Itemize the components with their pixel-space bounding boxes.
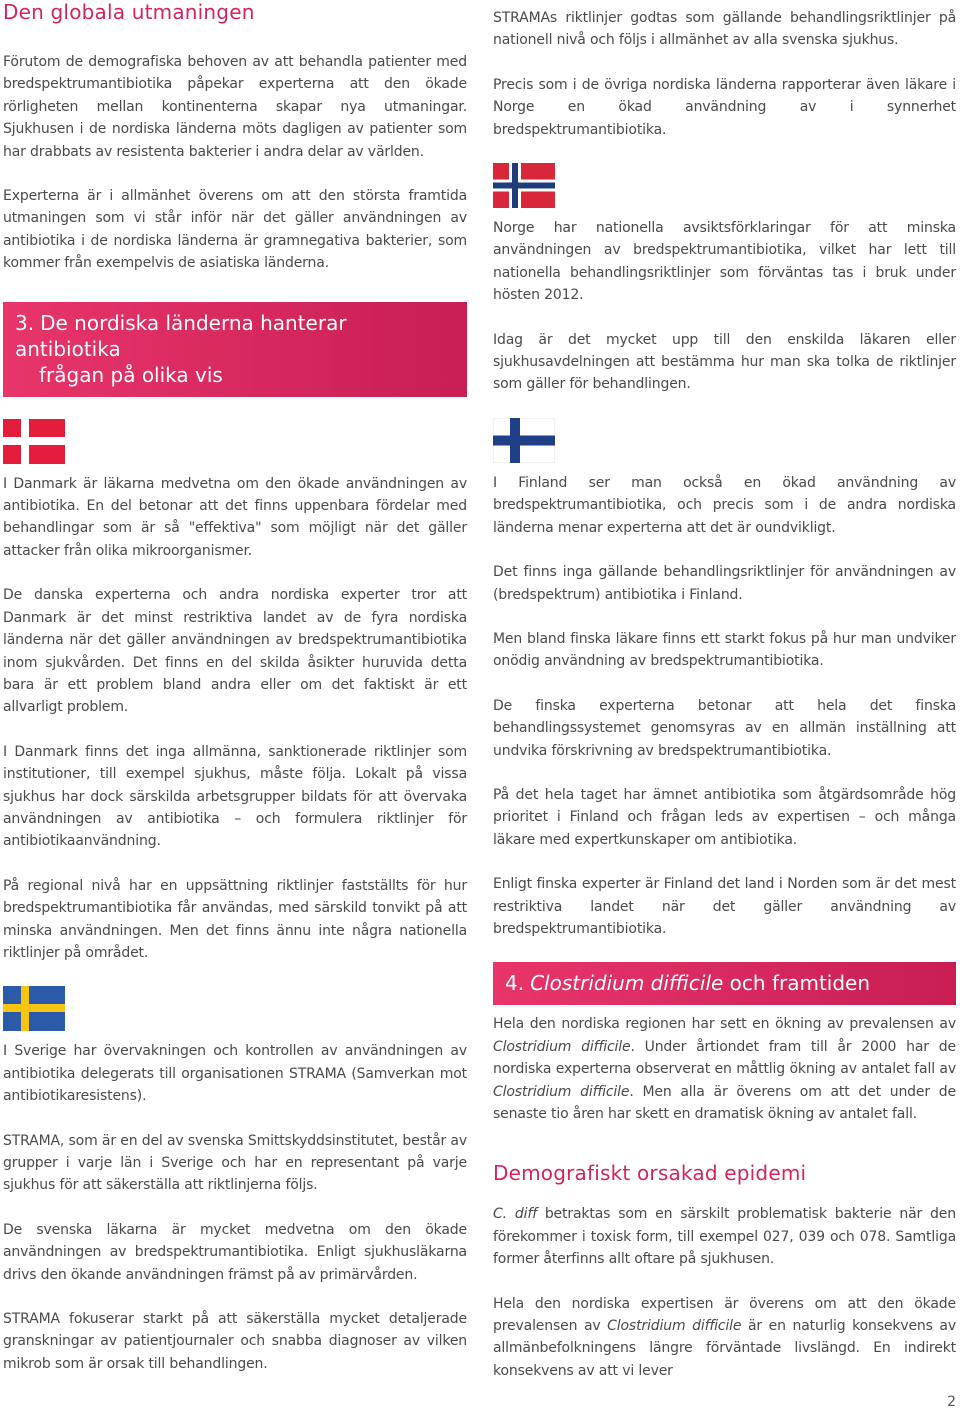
paragraph: I Danmark finns det inga allmänna, sanktionerade riktlinjer som institutioner, till exempel sjukhus, måste följa. Lokalt på vissa sjukhus har dock särskilda arbetsgrupper bildats för att övervaka användningen av antibiotika – och formulera riktlinjer för antibiotikaanvändning. bbox=[3, 743, 467, 850]
paragraph: I Sverige har övervakningen och kontrollen av användningen av antibiotika delegerats till organisationen STRAMA (Samverkan mot antibiotikaresistens). bbox=[3, 1043, 467, 1105]
text-run: Hela den nordiska regionen har sett en ökning av prevalensen av bbox=[493, 1016, 956, 1033]
text-run: Hela den nordiska expertisen är överens om att den ökade prevalensen av bbox=[493, 1295, 956, 1335]
denmark-flag-icon bbox=[3, 419, 65, 464]
section-number: 3. bbox=[15, 310, 35, 335]
text-run: är en naturlig konsekvens av allmänbefolkningens längre förväntade livslängd. En indirekt konsekvens av att vi lever bbox=[493, 1318, 956, 1379]
section-heading-global-challenge: Den globala utmaningen bbox=[3, 0, 255, 24]
italic-species: Clostridium difficile bbox=[607, 1318, 742, 1335]
section-number: 4. bbox=[505, 971, 525, 996]
paragraph: Det finns inga gällande behandlingsriktlinjer för användningen av (bredspektrum) antibiotika i Finland. bbox=[493, 564, 956, 603]
paragraph: Men bland finska läkare finns ett starkt fokus på hur man undviker onödig användning av bredspektrumantibiotika. bbox=[493, 630, 956, 670]
text-run: . Under årtiondet fram till år 2000 har de nordiska experterna observerat en måttlig ökning av antalet fall av bbox=[493, 1038, 956, 1078]
page-number: 2 bbox=[947, 1394, 956, 1410]
section-banner-italic: Clostridium difficile bbox=[530, 971, 724, 996]
paragraph bbox=[493, 1013, 956, 1125]
paragraph: Enligt finska experter är Finland det land i Norden som är det mest restriktiva landet när det gäller användning av bredspektrumantibiotika. bbox=[493, 876, 956, 937]
right-column bbox=[493, 0, 956, 1404]
paragraph: De svenska läkarna är mycket medvetna om den ökade användningen av bredspektrumantibiotika. Enligt sjukhusläkarna drivs den ökande användningen främst på av primärvården. bbox=[3, 1221, 467, 1283]
paragraph: Experterna är i allmänhet överens om att den största framtida utmaningen som vi står inför när det gäller användningen av antibiotika i de nordiska länderna är gramnegativa bakterier, som kommer från exempelvis de asiatiska länderna. bbox=[3, 188, 467, 272]
paragraph: Förutom de demografiska behoven av att behandla patienter med bredspektrumantibiotika påpekar experterna att den ökade rörligheten mellan kontinenterna skapar nya utmaningar. Sjukhusen i de nordiska länderna möts dagligen av patienter som har drabbats av resistenta bakterier i andra delar av världen. bbox=[3, 54, 467, 160]
section-banner-rest: och framtiden bbox=[723, 971, 871, 996]
norway-flag-icon bbox=[493, 163, 555, 208]
paragraph: De danska experterna och andra nordiska experter tror att Danmark är det minst restriktiva landet av de fyra nordiska länderna när det gäller användningen av bredspektrumantibiotika inom sjukvården. Det finns en del skilda åsikter huruvida detta bara är ett problem bland andra eller om det faktiskt är ett allvarligt problem. bbox=[3, 587, 467, 716]
paragraph: Idag är det mycket upp till den enskilda läkaren eller sjukhusavdelningen att bestämma hur man ska tolka de riktlinjer som gäller för behandlingen. bbox=[493, 331, 956, 393]
section-banner-line1: De nordiska länderna hanterar antibiotika bbox=[15, 310, 347, 361]
section-heading-demographic-epidemic: Demografiskt orsakad epidemi bbox=[493, 1161, 807, 1186]
paragraph: De finska experterna betonar att hela det finska behandlingssystemet genomsyras av en allmän inställning att undvika förskrivning av bredspektrumantibiotika. bbox=[493, 697, 956, 759]
italic-species: Clostridium difficile bbox=[493, 1038, 631, 1055]
paragraph: Norge har nationella avsiktsförklaringar för att minska användningen av bredspektrumantibiotika, vilket har lett till nationella behandlingsriktlinjer som förväntas tas i bruk under hösten 2012. bbox=[493, 220, 956, 304]
paragraph: STRAMA, som är en del av svenska Smittskyddsinstitutet, består av grupper i varje län i Sverige och har en representant på varje sjukhus för att säkerställa att riktlinjerna följs. bbox=[3, 1132, 467, 1194]
section-banner-3 bbox=[3, 302, 467, 397]
finland-flag-icon bbox=[493, 418, 555, 463]
sweden-flag-icon bbox=[3, 986, 65, 1031]
paragraph: På regional nivå har en uppsättning riktlinjer fastställts för hur bredspektrumantibiotika får användas, med särskild tonvikt på att minska användningen. Men det finns ännu inte några nationella riktlinjer på området. bbox=[3, 877, 467, 961]
italic-species: Clostridium difficile bbox=[493, 1083, 630, 1100]
paragraph bbox=[493, 1203, 956, 1270]
paragraph bbox=[493, 1293, 956, 1383]
text-run: . Men alla är överens om att det under de senaste tio åren har skett en dramatisk ökning av antalet fall. bbox=[493, 1083, 956, 1122]
text-run: betraktas som en särskilt problematisk bakterie när den förekommer i toxisk form, till exempel 027, 039 och 078. Samtliga former återfinns allt oftare på sjukhusen. bbox=[493, 1206, 956, 1268]
section-banner-4 bbox=[493, 962, 956, 1005]
left-column bbox=[3, 0, 467, 1397]
paragraph: På det hela taget har ämnet antibiotika som åtgärdsområde hög prioritet i Finland och frågan leds av expertisen – och många läkare med expertkunskaper om antibiotika. bbox=[493, 786, 956, 848]
paragraph: STRAMA fokuserar starkt på att säkerställa mycket detaljerade granskningar av patientjournaler och snabba diagnoser av vilken mikrob som är orsak till behandlingen. bbox=[3, 1311, 467, 1372]
section-banner-line2: frågan på olika vis bbox=[39, 362, 223, 387]
italic-species: C. diff bbox=[493, 1206, 537, 1223]
paragraph: I Finland ser man också en ökad användning av bredspektrumantibiotika, och precis som i de andra nordiska länderna menar experterna att det är oundvikligt. bbox=[493, 474, 956, 536]
paragraph: STRAMAs riktlinjer godtas som gällande behandlingsriktlinjer på nationell nivå och följs i allmänhet av alla svenska sjukhus. bbox=[493, 10, 956, 49]
paragraph: Precis som i de övriga nordiska länderna rapporterar även läkare i Norge en ökad användning av i synnerhet bredspektrumantibiotika. bbox=[493, 76, 956, 138]
paragraph: I Danmark är läkarna medvetna om den ökade användningen av antibiotika. En del betonar att det finns uppenbara fördelar med behandlingar som är så "effektiva" som möjligt när det gäller attacker från olika mikroorganismer. bbox=[3, 475, 467, 559]
